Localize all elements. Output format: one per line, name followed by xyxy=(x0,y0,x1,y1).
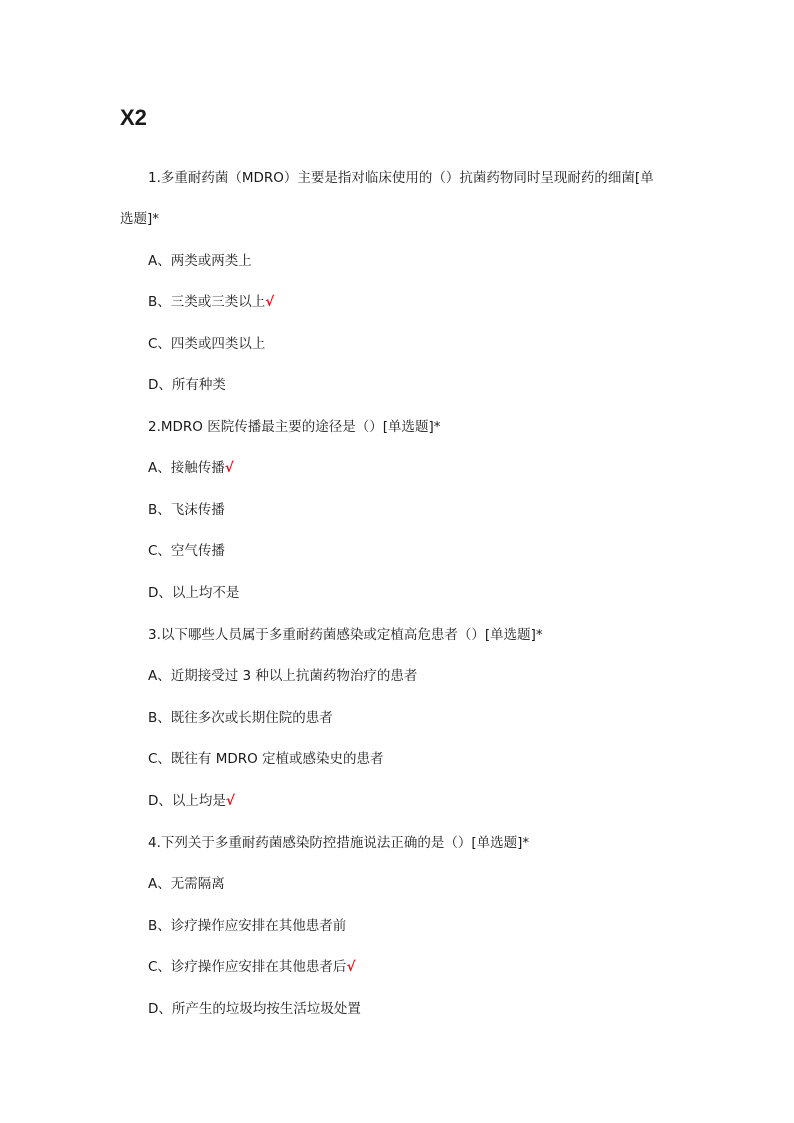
option-label: D、以上均是 xyxy=(148,793,226,809)
option-label: B、诊疗操作应安排在其他患者前 xyxy=(148,918,347,934)
option-label: A、近期接受过 3 种以上抗菌药物治疗的患者 xyxy=(148,668,418,684)
check-mark-icon: √ xyxy=(224,460,234,476)
question-3-option-d xyxy=(148,791,235,811)
option-label: C、既往有 MDRO 定植或感染史的患者 xyxy=(148,751,384,767)
option-label: A、无需隔离 xyxy=(148,876,225,892)
check-mark-icon: √ xyxy=(225,793,235,809)
question-3-option-b xyxy=(148,708,333,728)
option-label: C、空气传播 xyxy=(148,543,225,559)
option-label: B、飞沫传播 xyxy=(148,502,225,518)
question-1-option-a xyxy=(148,251,252,271)
check-mark-icon: √ xyxy=(346,959,356,975)
question-4-option-b xyxy=(148,916,346,936)
question-4-option-c xyxy=(148,957,355,977)
question-1-text-line2: 选题]* xyxy=(120,211,160,227)
question-2-option-a xyxy=(148,458,234,478)
question-1-option-c xyxy=(148,334,265,354)
question-3-text: 3.以下哪些人员属于多重耐药菌感染或定植高危患者（）[单选题]* xyxy=(148,627,543,643)
question-4-option-a xyxy=(148,874,225,894)
question-1-text-line1: 1.多重耐药菌（MDRO）主要是指对临床使用的（）抗菌药物同时呈现耐药的细菌[单 xyxy=(148,170,654,186)
question-2-option-b xyxy=(148,500,225,520)
question-4-text: 4.下列关于多重耐药菌感染防控措施说法正确的是（）[单选题]* xyxy=(148,835,530,851)
option-label: C、四类或四类以上 xyxy=(148,336,266,352)
question-3-option-a xyxy=(148,666,417,686)
question-2-text: 2.MDRO 医院传播最主要的途径是（）[单选题]* xyxy=(148,419,441,435)
option-label: D、所产生的垃圾均按生活垃圾处置 xyxy=(148,1001,361,1017)
option-label: D、所有种类 xyxy=(148,377,226,393)
option-label: C、诊疗操作应安排在其他患者后 xyxy=(148,959,347,975)
check-mark-icon: √ xyxy=(265,294,275,310)
question-1-option-b xyxy=(148,292,274,312)
question-3-option-c xyxy=(148,749,384,769)
option-label: B、既往多次或长期住院的患者 xyxy=(148,710,333,726)
question-4-option-d xyxy=(148,999,361,1019)
option-label: A、接触传播 xyxy=(148,460,225,476)
page-title: X2 xyxy=(120,105,147,130)
option-label: B、三类或三类以上 xyxy=(148,294,266,310)
question-2-option-c xyxy=(148,541,225,561)
option-label: A、两类或两类上 xyxy=(148,253,252,269)
option-label: D、以上均不是 xyxy=(148,585,240,601)
question-1-option-d xyxy=(148,375,226,395)
question-2-option-d xyxy=(148,583,239,603)
